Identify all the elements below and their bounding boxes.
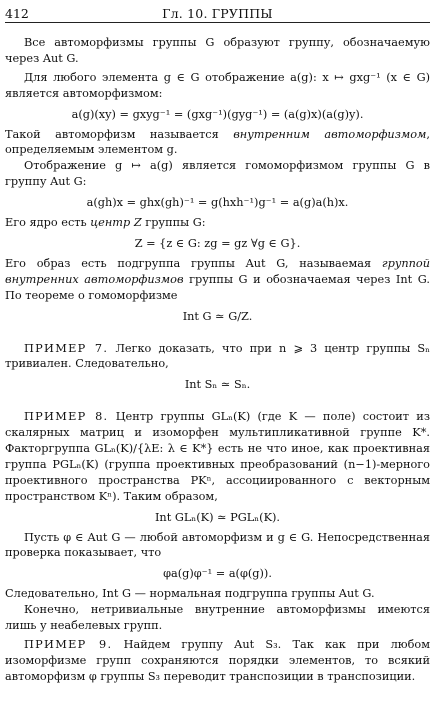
paragraph: Его ядро есть центр Z группы G: <box>5 216 206 230</box>
paragraph: Такой автоморфизм называется внутренним автоморфизмом, определяемым элементом g. <box>5 127 431 157</box>
paragraph: Все автоморфизмы группы G образуют группу, обозначаемую через Aut G. <box>5 36 430 65</box>
formula: Int GLₙ(K) ≃ PGLₙ(K). <box>154 510 281 524</box>
paragraph: Конечно, нетривиальные внутренние автоморфизмы имеются лишь у неабелевых групп. <box>5 603 430 633</box>
example-label: ПРИМЕР 8. <box>24 410 109 424</box>
formula: Z = {z ∈ G: zg = gz ∀g ∈ G}. <box>134 236 301 250</box>
formula: Int G ≃ G/Z. <box>182 309 253 323</box>
paragraph: Для любого элемента g ∈ G отображение a(g): x ↦ gxg⁻¹ (x ∈ G) является автоморфизмом: <box>5 70 430 100</box>
formula: φa(g)φ⁻¹ = a(φ(g)). <box>163 567 272 581</box>
example: ПРИМЕР 9. Найдем группу Aut S₃. Так как при любом изоморфизме групп сохраняются порядки элементов, то всякий автоморфизм φ группы S₃ переводит транспозиции в транспозиции. <box>5 638 430 683</box>
formula: Int Sₙ ≃ Sₙ. <box>184 378 251 392</box>
formula: a(g)(xy) = gxyg⁻¹ = (gxg⁻¹)(gyg⁻¹) = (a(g)x)(a(g)y). <box>71 107 364 121</box>
page-number: 412 <box>5 6 29 21</box>
paragraph: Его образ есть подгруппа группы Aut G, называемая группой внутренних автоморфизмов группы G и обозначаемая через Int G. По теореме о гомоморфизме <box>5 256 430 302</box>
paragraph: Следовательно, Int G — нормальная подгруппа группы Aut G. <box>5 587 375 601</box>
example: ПРИМЕР 8. Центр группы GLₙ(K) (где K — поле) состоит из скалярных матриц и изоморфен мультипликативной группе K*. Факторгруппа GLₙ(K)/{λE: λ ∈ K*} есть не что иное, как проективная группа PGLₙ(K) (группа проективных преобразований (n−1)-мерного проективного пространства PKⁿ, ассоциированного с векторным пространством Kⁿ). Таким образом, <box>5 410 430 503</box>
example: ПРИМЕР 7. Легко доказать, что при n ⩾ 3 центр группы Sₙ тривиален. Следовательно, <box>5 341 430 371</box>
chapter-title: Гл. 10. ГРУППЫ <box>162 6 273 21</box>
page-body <box>5 35 430 685</box>
term: внутренним автоморфизмом <box>233 127 427 141</box>
example-label: ПРИМЕР 7. <box>24 341 109 355</box>
example-label: ПРИМЕР 9. <box>24 638 113 651</box>
paragraph: Отображение g ↦ a(g) является гомоморфизмом группы G в группу Aut G: <box>5 159 430 189</box>
formula: a(gh)x = ghx(gh)⁻¹ = g(hxh⁻¹)g⁻¹ = a(g)a(h)x. <box>86 196 349 210</box>
running-header <box>5 4 430 23</box>
term: группой внутренних автоморфизмов <box>5 256 430 286</box>
term: центр Z <box>90 216 142 230</box>
paragraph: Пусть φ ∈ Aut G — любой автоморфизм и g ∈ G. Непосредственная проверка показывает, что <box>5 530 430 560</box>
